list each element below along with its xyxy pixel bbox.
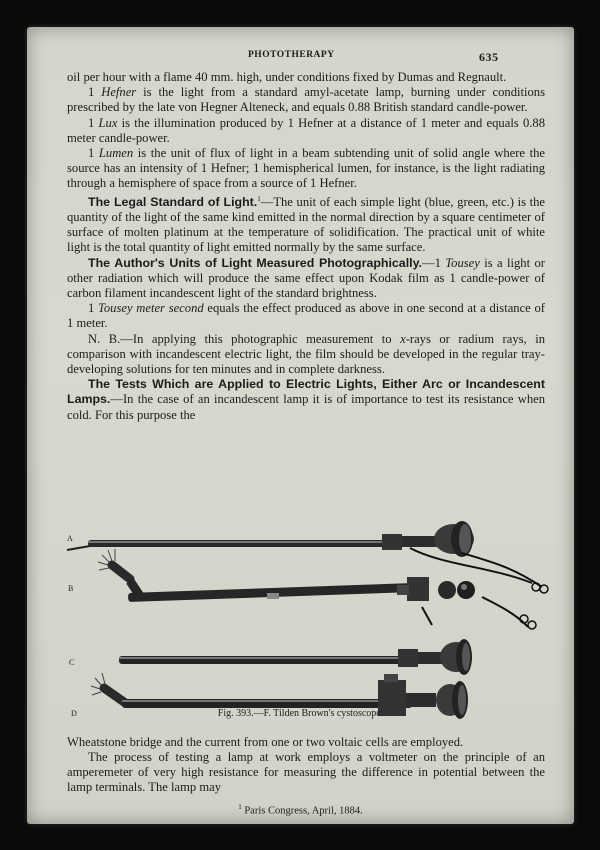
paragraph-tousey-meter [67,301,545,331]
term-hefner: Hefner [101,85,137,100]
footnote-text: Paris Congress, April, 1884. [241,805,363,817]
instrument-a [67,521,548,593]
tousey-definition: is a light or other radiation which will produce the same effect upon Kodak film as 1 candle-power of carbon filament incandescent light of the standard brightness. [67,255,545,301]
figure-label-c: C [69,658,75,667]
paragraph-1: oil per hour with a flame 40 mm. high, under conditions fixed by Dumas and Regnault. [67,70,507,84]
paragraph-nb [67,332,545,378]
page-number: 635 [479,50,499,64]
lumen-definition: is the unit of flux of light in a beam subtending unit of solid angle where the source has an intensity of 1 Hefner; 1 hemispherical lumen, for instance, is the light radiating through a hemisphere of space from a source of 1 Hefner. [67,146,546,191]
figure-label-a: A [67,534,73,543]
term-tousey-meter-second: Tousey meter second [98,301,204,316]
lux-definition: is the illumination produced by 1 Hefner at a distance of 1 meter and equals 0.88 meter candle-power. [67,115,545,145]
body-text-top [67,70,545,423]
figure-label-d: D [71,709,77,718]
paragraph-hefner [67,85,545,115]
heading-tests: The Tests Which are Applied to Electric Lights, Either Arc or Incandescent Lamps. [67,377,545,407]
footnote [27,803,574,817]
paragraph-testing-process: The process of testing a lamp at work employs a voltmeter on the principle of an amperemeter of very high resistance for measuring the difference in potential between the lamp terminals. The lamp may [67,750,545,794]
number-one: 1 [88,146,99,161]
nb-text-a: N. B.—In applying this photographic measurement to [88,331,401,346]
paragraph-legal-standard [67,192,545,256]
footnote-number: 1 [238,803,242,811]
heading-authors-units: The Author's Units of Light Measured Photographically. [88,255,422,270]
term-lumen: Lumen [98,146,134,161]
paragraph-lumen [67,146,545,192]
dash-one: —1 [422,255,446,270]
term-tousey: Tousey [445,255,480,270]
nb-x: x [400,331,406,346]
cystoscope-figure [62,507,552,725]
figure-label-b: B [68,584,74,593]
book-page [27,27,574,824]
cystoscope-illustration [62,507,552,725]
number-one: 1 [88,301,99,316]
number-one: 1 [88,85,102,100]
number-one: 1 [88,115,99,130]
tousey-meter-definition: equals the effect produced as above in one second at a distance of 1 meter. [67,301,545,331]
body-text-bottom [67,735,545,795]
hefner-definition: is the light from a standard amyl-acetate lamp, burning under conditions prescribed by the late von Hegner Alteneck, and equals 0.88 British standard candle-power. [67,85,546,115]
heading-legal-standard: The Legal Standard of Light. [88,194,258,209]
term-lux: Lux [98,115,118,130]
nb-text-b: -rays or radium rays, in comparison with incandescent electric light, the film should be developed in the regular tray-developing solutions for ten minutes and in complete darkness. [67,331,545,377]
tests-text: —In the case of an incandescent lamp it is of importance to test its resistance when cold. For this purpose the [67,392,545,422]
running-head: PHOTOTHERAPY [248,50,335,60]
figure-caption: Fig. 393.—F. Tilden Brown's cystoscope. [217,708,384,719]
paragraph-lux [67,116,545,146]
legal-standard-text: —The unit of each simple light (blue, green, etc.) is the quantity of the light of the same kind emitted in the normal direction by a square centimeter of surface of molten platinum at the temperature of solidification. The practical unit of white light is the total quantity of light emitted normally by the same surface. [67,194,545,255]
instrument-b [98,549,536,629]
instrument-c [119,639,472,675]
page-header [27,47,574,63]
paragraph-tests [67,377,545,423]
paragraph-authors-units [67,256,545,302]
footnote-marker: 1 [257,194,261,203]
paragraph-wheatstone: Wheatstone bridge and the current from one or two voltaic cells are employed. [67,735,464,749]
